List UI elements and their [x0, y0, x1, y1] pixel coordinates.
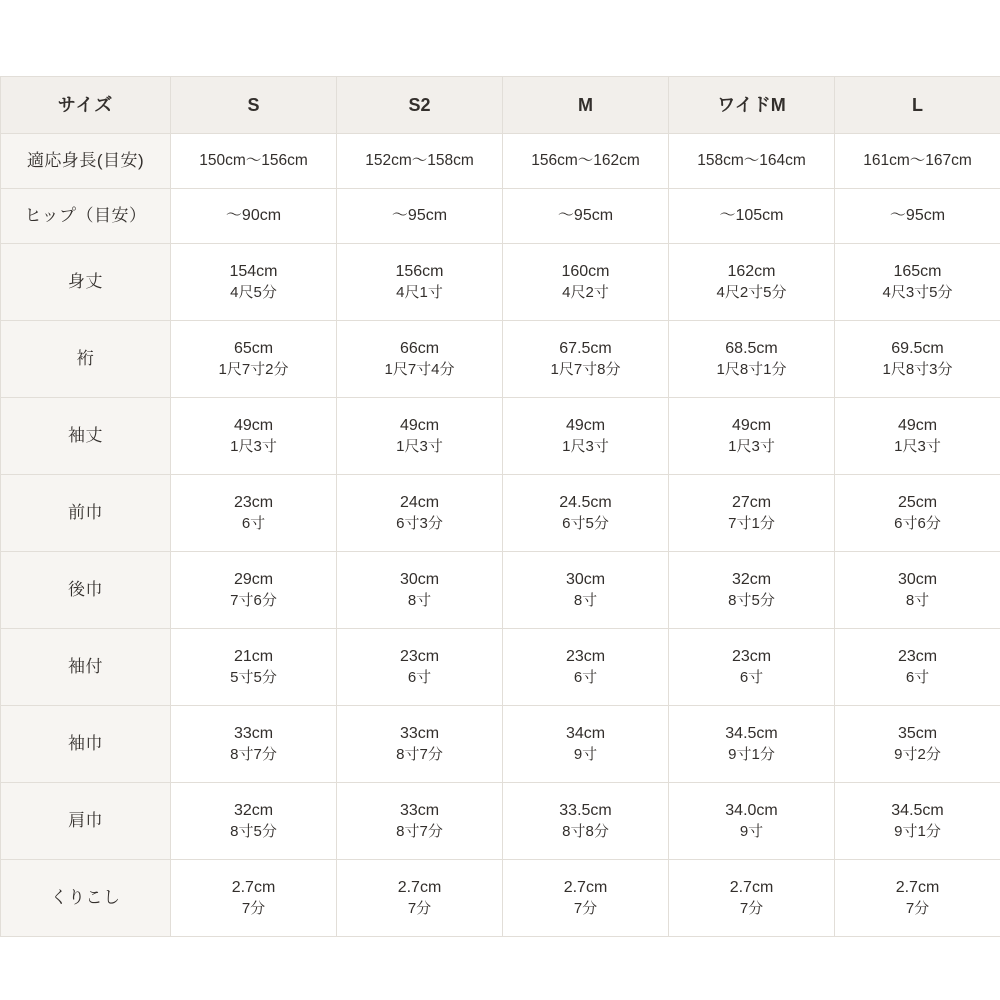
cell-maehaba-l [835, 475, 1000, 552]
cell-value-cm: 34.0cm [725, 802, 778, 820]
cell-sodetake-l [835, 398, 1000, 475]
cell-sodehaba-m [503, 706, 669, 783]
cell-value-shaku: 6寸 [905, 668, 930, 686]
cell-value-shaku: 8寸 [573, 591, 598, 609]
cell-value-shaku: 1尺3寸 [894, 437, 941, 455]
cell-kurikoshi-s [171, 860, 337, 937]
cell-value-cm: 30cm [399, 571, 440, 589]
cell-value-shaku: 9寸1分 [728, 745, 775, 763]
cell-value-shaku: 6寸6分 [894, 514, 941, 532]
table-row [1, 552, 1000, 629]
cell-value-cm: 66cm [399, 340, 440, 358]
cell-yuki-s [171, 321, 337, 398]
cell-mitake-s2 [337, 244, 503, 321]
cell-kurikoshi-wide-m [669, 860, 835, 937]
cell-value-cm: 156cm [395, 263, 444, 281]
cell-sodetake-wide-m [669, 398, 835, 475]
table-row [1, 244, 1000, 321]
cell-value-shaku: 1尺8寸1分 [716, 360, 787, 378]
cell-yuki-wide-m [669, 321, 835, 398]
cell-kurikoshi-l [835, 860, 1000, 937]
cell-sodetsuke-s [171, 629, 337, 706]
cell-kurikoshi-s2 [337, 860, 503, 937]
cell-value-cm: 30cm [897, 571, 938, 589]
cell-value-cm: 2.7cm [397, 879, 442, 897]
cell-value-shaku: 8寸5分 [728, 591, 775, 609]
cell-value-cm: 49cm [565, 417, 606, 435]
size-column-header-s2: S2 [337, 77, 503, 134]
cell-value-shaku: 9寸1分 [894, 822, 941, 840]
cell-value-cm: 23cm [399, 648, 440, 666]
cell-value-cm: 25cm [897, 494, 938, 512]
cell-ushirohaba-s2 [337, 552, 503, 629]
cell-value-shaku: 4尺2寸 [562, 283, 609, 301]
cell-value-cm: 2.7cm [563, 879, 608, 897]
cell-value-shaku: 7分 [739, 899, 764, 917]
cell-value-cm: 24cm [399, 494, 440, 512]
cell-value-cm: 160cm [561, 263, 610, 281]
cell-sodetsuke-l [835, 629, 1000, 706]
cell-value-shaku: 7分 [905, 899, 930, 917]
cell-sodetake-s [171, 398, 337, 475]
cell-sodetsuke-m [503, 629, 669, 706]
cell-value-cm: 35cm [897, 725, 938, 743]
cell-value-shaku: 8寸 [407, 591, 432, 609]
cell-ushirohaba-wide-m [669, 552, 835, 629]
size-column-header-wide-m: ワイドM [669, 77, 835, 134]
cell-value-shaku: 7寸1分 [728, 514, 775, 532]
cell-value-cm: 33cm [233, 725, 274, 743]
cell-value-cm: 69.5cm [891, 340, 944, 358]
row-label-katahaba: 肩巾 [1, 783, 171, 860]
cell-value-cm: 30cm [565, 571, 606, 589]
cell-katahaba-s [171, 783, 337, 860]
cell-value-shaku: 8寸5分 [230, 822, 277, 840]
cell-value-cm: 32cm [233, 802, 274, 820]
cell-value-shaku: 7分 [573, 899, 598, 917]
table-row [1, 783, 1000, 860]
cell-value-cm: 154cm [229, 263, 278, 281]
row-label-kurikoshi: くりこし [1, 860, 171, 937]
table-body [1, 134, 1000, 937]
cell-maehaba-m [503, 475, 669, 552]
cell-height-l: 161cm〜167cm [835, 134, 1000, 189]
row-label-sodetake: 袖丈 [1, 398, 171, 475]
cell-value-cm: 162cm [727, 263, 776, 281]
size-column-header-s: S [171, 77, 337, 134]
size-column-header-l: L [835, 77, 1000, 134]
cell-value-shaku: 4尺5分 [230, 283, 277, 301]
cell-maehaba-s2 [337, 475, 503, 552]
table-row [1, 860, 1000, 937]
cell-mitake-wide-m [669, 244, 835, 321]
cell-value-shaku: 1尺3寸 [562, 437, 609, 455]
cell-sodehaba-s2 [337, 706, 503, 783]
cell-value-shaku: 6寸 [241, 514, 266, 532]
cell-value-shaku: 4尺3寸5分 [882, 283, 953, 301]
cell-value-cm: 65cm [233, 340, 274, 358]
row-label-mitake: 身丈 [1, 244, 171, 321]
cell-value-shaku: 6寸5分 [562, 514, 609, 532]
cell-value-cm: 23cm [565, 648, 606, 666]
cell-katahaba-l [835, 783, 1000, 860]
cell-value-shaku: 6寸 [407, 668, 432, 686]
cell-value-shaku: 1尺7寸8分 [550, 360, 621, 378]
corner-label: サイズ [1, 77, 171, 134]
cell-value-shaku: 9寸 [573, 745, 598, 763]
cell-value-cm: 32cm [731, 571, 772, 589]
row-label-yuki: 裄 [1, 321, 171, 398]
cell-value-shaku: 8寸 [905, 591, 930, 609]
cell-height-wide-m: 158cm〜164cm [669, 134, 835, 189]
cell-sodetake-m [503, 398, 669, 475]
cell-value-shaku: 7分 [407, 899, 432, 917]
cell-value-shaku: 9寸 [739, 822, 764, 840]
cell-mitake-l [835, 244, 1000, 321]
cell-value-shaku: 1尺7寸4分 [384, 360, 455, 378]
cell-value-shaku: 4尺1寸 [396, 283, 443, 301]
cell-value-cm: 2.7cm [231, 879, 276, 897]
cell-ushirohaba-m [503, 552, 669, 629]
cell-hip-wide-m: 〜105cm [669, 189, 835, 244]
cell-value-shaku: 8寸7分 [396, 822, 443, 840]
cell-hip-s: 〜90cm [171, 189, 337, 244]
cell-hip-l: 〜95cm [835, 189, 1000, 244]
table-row [1, 629, 1000, 706]
table-row [1, 134, 1000, 189]
cell-value-shaku: 7寸6分 [230, 591, 277, 609]
row-label-sodetsuke: 袖付 [1, 629, 171, 706]
cell-katahaba-s2 [337, 783, 503, 860]
cell-value-cm: 2.7cm [729, 879, 774, 897]
cell-value-cm: 21cm [233, 648, 274, 666]
cell-value-cm: 27cm [731, 494, 772, 512]
cell-value-shaku: 6寸 [739, 668, 764, 686]
cell-mitake-m [503, 244, 669, 321]
cell-yuki-l [835, 321, 1000, 398]
cell-ushirohaba-s [171, 552, 337, 629]
table-row [1, 475, 1000, 552]
cell-value-cm: 34cm [565, 725, 606, 743]
cell-sodetsuke-wide-m [669, 629, 835, 706]
cell-sodetake-s2 [337, 398, 503, 475]
cell-value-cm: 49cm [897, 417, 938, 435]
cell-value-shaku: 1尺3寸 [230, 437, 277, 455]
cell-value-shaku: 1尺7寸2分 [218, 360, 289, 378]
cell-value-shaku: 8寸7分 [396, 745, 443, 763]
cell-value-cm: 68.5cm [725, 340, 778, 358]
cell-hip-s2: 〜95cm [337, 189, 503, 244]
cell-value-shaku: 1尺3寸 [396, 437, 443, 455]
cell-height-s2: 152cm〜158cm [337, 134, 503, 189]
cell-value-cm: 2.7cm [895, 879, 940, 897]
table-row [1, 321, 1000, 398]
cell-value-shaku: 7分 [241, 899, 266, 917]
cell-value-cm: 49cm [399, 417, 440, 435]
cell-yuki-s2 [337, 321, 503, 398]
table-header [1, 77, 1000, 134]
cell-value-cm: 33cm [399, 802, 440, 820]
cell-value-cm: 23cm [731, 648, 772, 666]
cell-katahaba-wide-m [669, 783, 835, 860]
cell-value-cm: 67.5cm [559, 340, 612, 358]
table-row [1, 398, 1000, 475]
cell-sodehaba-s [171, 706, 337, 783]
cell-sodetsuke-s2 [337, 629, 503, 706]
cell-maehaba-wide-m [669, 475, 835, 552]
table-row [1, 706, 1000, 783]
cell-value-cm: 34.5cm [725, 725, 778, 743]
cell-value-shaku: 5寸5分 [230, 668, 277, 686]
row-label-hip: ヒップ（目安） [1, 189, 171, 244]
cell-katahaba-m [503, 783, 669, 860]
cell-value-shaku: 4尺2寸5分 [716, 283, 787, 301]
cell-value-cm: 23cm [233, 494, 274, 512]
cell-kurikoshi-m [503, 860, 669, 937]
size-column-header-m: M [503, 77, 669, 134]
row-label-ushirohaba: 後巾 [1, 552, 171, 629]
cell-value-cm: 33.5cm [559, 802, 612, 820]
cell-value-cm: 33cm [399, 725, 440, 743]
cell-value-shaku: 6寸 [573, 668, 598, 686]
cell-value-shaku: 1尺3寸 [728, 437, 775, 455]
cell-yuki-m [503, 321, 669, 398]
cell-mitake-s [171, 244, 337, 321]
cell-value-cm: 23cm [897, 648, 938, 666]
cell-value-cm: 49cm [731, 417, 772, 435]
cell-value-cm: 24.5cm [559, 494, 612, 512]
cell-value-cm: 49cm [233, 417, 274, 435]
cell-ushirohaba-l [835, 552, 1000, 629]
cell-value-shaku: 9寸2分 [894, 745, 941, 763]
cell-value-shaku: 8寸8分 [562, 822, 609, 840]
cell-sodehaba-l [835, 706, 1000, 783]
cell-value-cm: 165cm [893, 263, 942, 281]
size-chart-table [0, 76, 1000, 937]
row-label-sodehaba: 袖巾 [1, 706, 171, 783]
cell-height-s: 150cm〜156cm [171, 134, 337, 189]
cell-value-cm: 34.5cm [891, 802, 944, 820]
cell-sodehaba-wide-m [669, 706, 835, 783]
cell-hip-m: 〜95cm [503, 189, 669, 244]
row-label-maehaba: 前巾 [1, 475, 171, 552]
cell-maehaba-s [171, 475, 337, 552]
cell-value-shaku: 1尺8寸3分 [882, 360, 953, 378]
row-label-height: 適応身長(目安) [1, 134, 171, 189]
cell-value-shaku: 6寸3分 [396, 514, 443, 532]
cell-value-cm: 29cm [233, 571, 274, 589]
cell-value-shaku: 8寸7分 [230, 745, 277, 763]
header-row [1, 77, 1000, 134]
cell-height-m: 156cm〜162cm [503, 134, 669, 189]
table-row [1, 189, 1000, 244]
